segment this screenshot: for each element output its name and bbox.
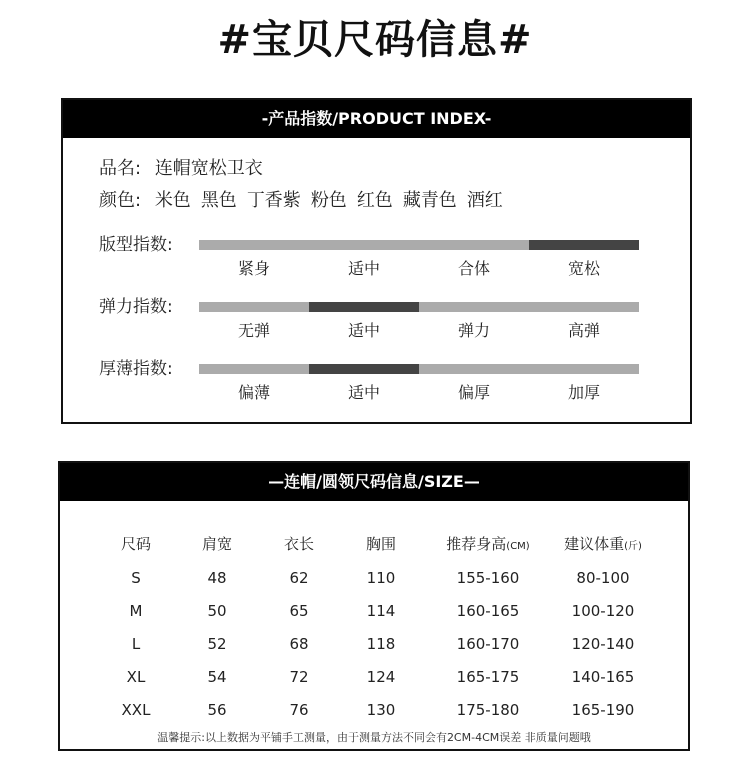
product-name-line xyxy=(99,154,263,180)
table-cell: 110 xyxy=(366,568,396,587)
index-option-label: 适中 xyxy=(347,321,380,340)
table-row xyxy=(96,561,652,594)
table-cell: 114 xyxy=(366,601,396,620)
index-option-label: 适中 xyxy=(347,259,380,278)
column-title: 胸围 xyxy=(365,534,396,553)
index-option-label: 加厚 xyxy=(567,383,600,402)
index-label: 弹力指数: xyxy=(99,297,173,317)
size-column-header xyxy=(258,525,340,561)
product-name-value: 连帽宽松卫衣 xyxy=(154,158,263,179)
table-cell: 165-190 xyxy=(571,700,635,719)
size-info-header: —连帽/圆领尺码信息/SIZE— xyxy=(60,463,688,501)
color-option: 粉色 xyxy=(310,190,347,211)
table-row xyxy=(96,627,652,660)
color-option: 藏青色 xyxy=(402,190,457,211)
product-color-line xyxy=(99,186,513,212)
size-info-panel xyxy=(58,461,690,751)
color-option: 丁香紫 xyxy=(246,190,301,211)
index-option-label: 高弹 xyxy=(567,321,600,340)
color-option: 黑色 xyxy=(200,190,237,211)
size-table-body xyxy=(96,561,652,726)
size-column-header xyxy=(176,525,258,561)
index-bar-segment xyxy=(199,302,309,312)
index-bar-segment-selected xyxy=(529,240,639,250)
size-column-header xyxy=(340,525,422,561)
table-cell: 155-160 xyxy=(456,568,520,587)
index-label: 厚薄指数: xyxy=(99,359,173,379)
table-cell: 50 xyxy=(207,601,227,620)
table-cell: 165-175 xyxy=(456,667,520,686)
product-index-header: -产品指数/PRODUCT INDEX- xyxy=(63,100,690,138)
table-row xyxy=(96,693,652,726)
table-cell: 62 xyxy=(289,568,309,587)
table-cell: S xyxy=(131,568,141,587)
table-cell: 72 xyxy=(289,667,309,686)
table-cell: 124 xyxy=(366,667,396,686)
column-title: 尺码 xyxy=(120,534,151,553)
table-cell: 54 xyxy=(207,667,227,686)
size-column-header xyxy=(554,525,652,561)
product-color-label: 颜色: xyxy=(99,190,142,211)
page-title: #宝贝尺码信息# xyxy=(217,17,533,63)
table-cell: M xyxy=(129,601,143,620)
index-options xyxy=(199,380,639,403)
color-option: 米色 xyxy=(154,190,191,211)
index-option-label: 宽松 xyxy=(567,259,600,278)
index-bar-segment xyxy=(419,364,529,374)
size-table-header xyxy=(96,525,652,561)
index-bar-segment xyxy=(309,240,419,250)
index-bar xyxy=(199,364,639,374)
table-cell: 100-120 xyxy=(571,601,635,620)
table-cell: 48 xyxy=(207,568,227,587)
index-option-label: 弹力 xyxy=(457,321,490,340)
table-cell: 52 xyxy=(207,634,227,653)
index-bar xyxy=(199,240,639,250)
index-option-label: 无弹 xyxy=(237,321,270,340)
index-bar-segment-selected xyxy=(309,364,419,374)
product-name-label: 品名: xyxy=(99,158,142,179)
column-title: 衣长 xyxy=(283,534,314,553)
table-cell: 175-180 xyxy=(456,700,520,719)
column-title: 建议体重 xyxy=(564,534,625,553)
table-cell: 160-165 xyxy=(456,601,520,620)
index-bar-segment xyxy=(419,302,529,312)
index-option-label: 紧身 xyxy=(237,259,270,278)
size-column-header xyxy=(422,525,554,561)
index-options xyxy=(199,318,639,341)
table-cell: 160-170 xyxy=(456,634,520,653)
table-cell: XL xyxy=(126,667,146,686)
table-cell: 56 xyxy=(207,700,227,719)
column-unit: (斤) xyxy=(624,540,642,552)
index-option-label: 适中 xyxy=(347,383,380,402)
column-title: 推荐身高 xyxy=(446,534,507,553)
index-option-label: 偏薄 xyxy=(237,383,270,402)
index-bar-segment xyxy=(199,364,309,374)
product-index-panel xyxy=(61,98,692,424)
index-option-label: 合体 xyxy=(457,259,490,278)
index-bar-segment xyxy=(529,364,639,374)
column-title: 肩宽 xyxy=(201,534,232,553)
table-cell: 130 xyxy=(366,700,396,719)
table-cell: 120-140 xyxy=(571,634,635,653)
table-cell: 140-165 xyxy=(571,667,635,686)
index-bar xyxy=(199,302,639,312)
table-cell: 65 xyxy=(289,601,309,620)
table-row xyxy=(96,660,652,693)
index-option-label: 偏厚 xyxy=(457,383,490,402)
index-bar-segment xyxy=(419,240,529,250)
size-column-header xyxy=(96,525,176,561)
index-options xyxy=(199,256,639,279)
table-cell: 118 xyxy=(366,634,396,653)
column-unit: (CM) xyxy=(506,540,530,552)
index-bar-segment xyxy=(199,240,309,250)
color-list xyxy=(155,190,513,211)
index-label: 版型指数: xyxy=(99,235,173,255)
color-option: 酒红 xyxy=(466,190,503,211)
table-cell: 68 xyxy=(289,634,309,653)
color-option: 红色 xyxy=(356,190,393,211)
table-cell: XXL xyxy=(121,700,151,719)
size-table xyxy=(96,525,652,726)
measurement-note: 温馨提示:以上数据为平铺手工测量，由于测量方法不同会有2CM-4CM误差 非质量问题哦 xyxy=(157,731,591,744)
table-cell: 80-100 xyxy=(576,568,630,587)
table-cell: 76 xyxy=(289,700,309,719)
table-row xyxy=(96,594,652,627)
table-cell: L xyxy=(131,634,141,653)
index-bar-segment xyxy=(529,302,639,312)
index-bar-segment-selected xyxy=(309,302,419,312)
